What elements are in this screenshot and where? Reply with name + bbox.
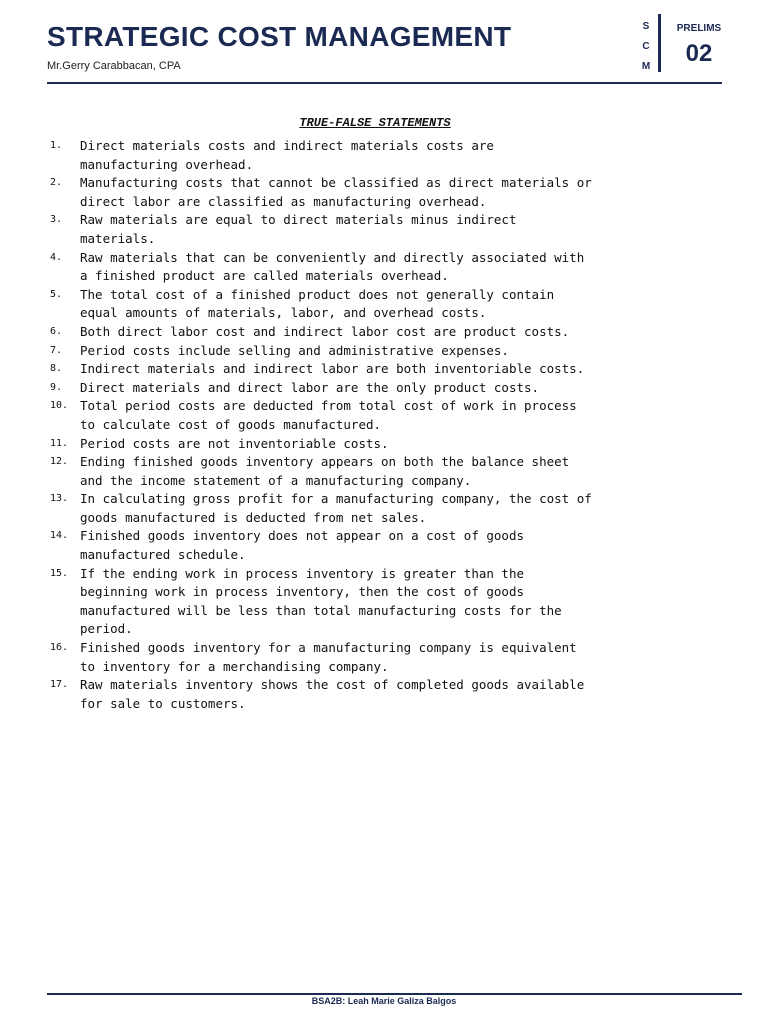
author-name: Mr.Gerry Carabbacan, CPA xyxy=(47,60,181,72)
handout-number: 02 xyxy=(685,40,713,67)
statement-item xyxy=(50,397,730,434)
statement-item xyxy=(50,676,730,713)
statement-number: 1. xyxy=(50,140,63,151)
term-label: PRELIMS xyxy=(676,23,722,34)
section-title: TRUE-FALSE STATEMENTS xyxy=(299,116,451,130)
statement-item xyxy=(50,565,730,639)
statement-text: Both direct labor cost and indirect labor cost are product costs. xyxy=(80,323,570,339)
statement-text: Finished goods inventory does not appear on a cost of goods manufactured schedule. xyxy=(80,528,525,563)
statement-number: 10. xyxy=(50,400,69,412)
statement-text: Raw materials that can be conveniently and directly associated with a finished product are called materials overhead. xyxy=(80,249,585,284)
statement-text: Period costs are not inventoriable costs. xyxy=(80,435,389,451)
header-rule xyxy=(47,82,722,84)
statement-item xyxy=(50,323,730,342)
document-title: STRATEGIC COST MANAGEMENT xyxy=(47,21,512,52)
statement-number: 5. xyxy=(50,288,63,300)
header-divider-vertical xyxy=(658,14,661,72)
statement-text: Raw materials are equal to direct materials minus indirect materials. xyxy=(80,212,517,246)
statement-number: 3. xyxy=(50,214,63,226)
statement-text: Total period costs are deducted from total cost of work in process to calculate cost of goods manufactured. xyxy=(80,398,577,432)
statement-text: Direct materials costs and indirect materials costs are manufacturing overhead. xyxy=(80,138,494,172)
course-letter: C xyxy=(642,41,650,52)
statement-number: 9. xyxy=(50,381,63,393)
statement-number: 12. xyxy=(50,456,69,468)
statement-text: Finished goods inventory for a manufacturing company is equivalent to inventory for a merchandising company. xyxy=(80,640,577,674)
statement-item xyxy=(50,174,730,211)
statement-text: If the ending work in process inventory is greater than the beginning work in process inventory, then the cost of goods manufactured will be less than total manufacturing costs for the period. xyxy=(80,565,562,637)
statement-item xyxy=(50,435,730,454)
statement-number: 4. xyxy=(50,251,63,263)
statement-number: 6. xyxy=(50,325,63,337)
statement-item xyxy=(50,249,730,286)
course-code-vertical xyxy=(636,17,656,77)
footer-rule xyxy=(47,993,742,995)
page-header xyxy=(0,0,768,90)
statement-item xyxy=(50,453,730,490)
course-letter: M xyxy=(641,61,651,72)
statement-item xyxy=(50,342,730,361)
statement-number: 13. xyxy=(50,493,69,505)
statement-item xyxy=(50,360,730,379)
footer-text: BSA2B: Leah Marie Galiza Balgos xyxy=(311,996,457,1006)
statement-item xyxy=(50,211,730,248)
statement-list xyxy=(50,137,730,713)
statement-text: Period costs include selling and administrative expenses. xyxy=(80,342,509,358)
statement-number: 7. xyxy=(50,344,63,356)
statement-item xyxy=(50,137,730,174)
statement-item xyxy=(50,286,730,323)
statement-number: 11. xyxy=(50,437,69,449)
statement-text: The total cost of a finished product does not generally contain equal amounts of materials, labor, and overhead costs. xyxy=(80,286,555,321)
statement-item xyxy=(50,639,730,676)
statement-item xyxy=(50,490,730,527)
statement-text: Ending finished goods inventory appears on both the balance sheet and the income statement of a manufacturing company. xyxy=(80,454,570,488)
statement-number: 8. xyxy=(50,363,63,375)
statement-item xyxy=(50,527,730,564)
statement-text: Raw materials inventory shows the cost of completed goods available for sale to customers. xyxy=(80,677,585,711)
statement-number: 15. xyxy=(50,567,69,579)
statement-number: 14. xyxy=(50,530,69,542)
statement-text: In calculating gross profit for a manufacturing company, the cost of goods manufactured is deducted from net sales. xyxy=(80,491,592,525)
statement-text: Direct materials and direct labor are the only product costs. xyxy=(80,379,540,395)
statement-text: Manufacturing costs that cannot be classified as direct materials or direct labor are classified as manufacturing overhead. xyxy=(80,175,592,209)
statement-item xyxy=(50,379,730,398)
course-letter: S xyxy=(642,21,650,32)
statement-text: Indirect materials and indirect labor are both inventoriable costs. xyxy=(80,361,585,377)
statement-number: 16. xyxy=(50,642,69,654)
statement-number: 2. xyxy=(50,177,63,189)
statement-number: 17. xyxy=(50,679,69,691)
